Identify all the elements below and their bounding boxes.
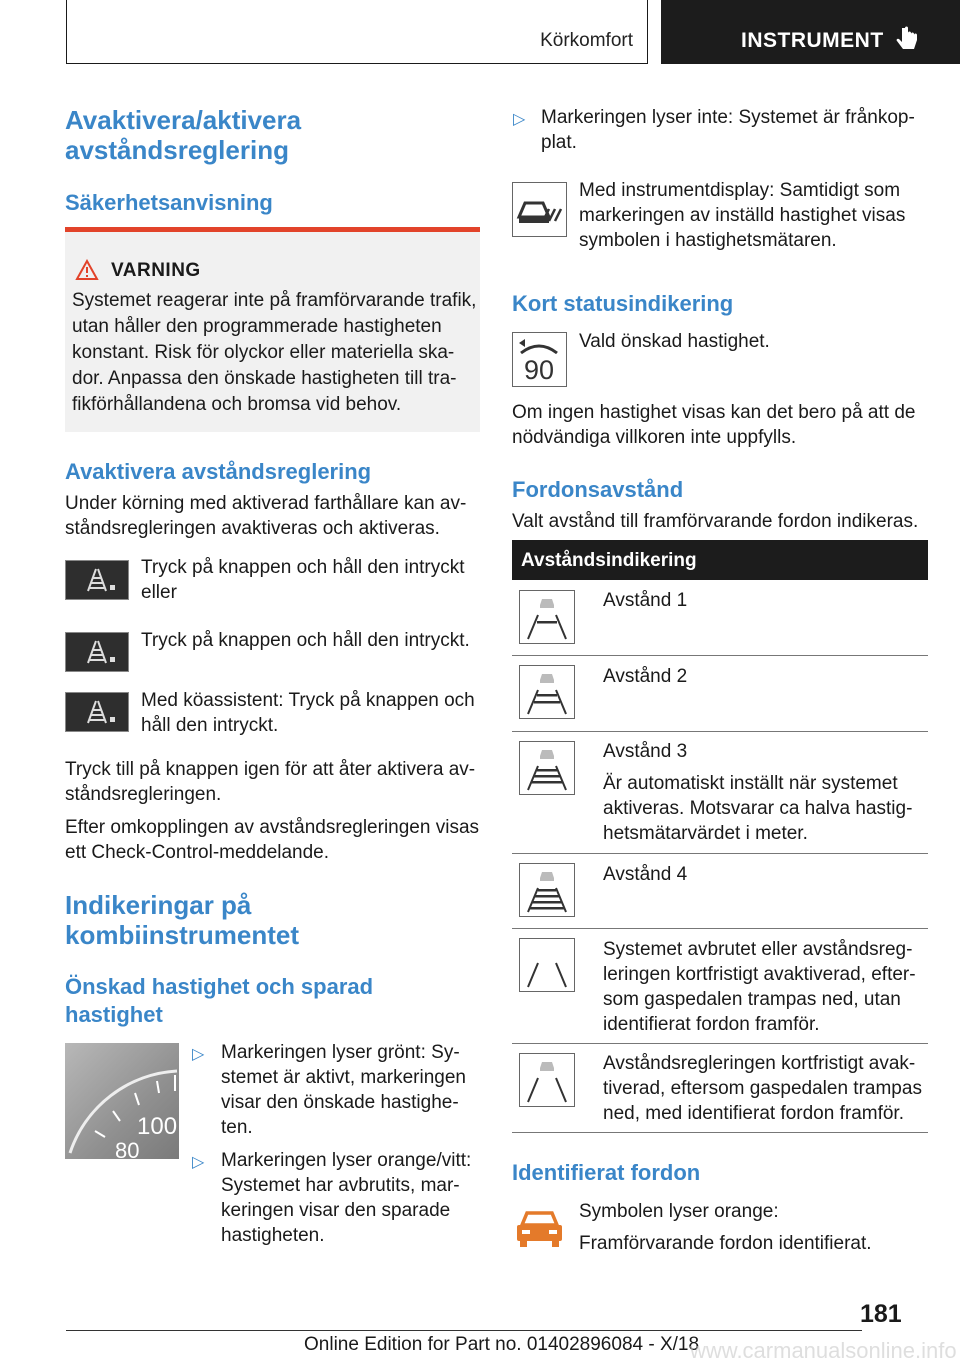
warning-box (65, 227, 480, 432)
speed-heading: Önskad hastighet och sparad hastighet (65, 974, 374, 1027)
indications-heading: Indikeringar på kombiinstrumentet (65, 890, 300, 950)
distance-4-icon (519, 863, 575, 917)
distance-button-icon (65, 632, 129, 672)
distance-2-icon (519, 665, 575, 719)
distance-off-icon (519, 938, 575, 992)
footer-divider (66, 1330, 862, 1331)
distance-button-icon (65, 692, 129, 732)
speedometer-image (65, 1043, 179, 1163)
safety-heading: Säkerhetsanvisning (65, 190, 273, 215)
step-2-text: Tryck på knappen och håll den intryckt. (141, 630, 470, 651)
speed-90-icon (512, 332, 567, 387)
table-row-divider (512, 1132, 928, 1133)
vehicle-text: Symbolen lyser orange: Framförvarande fordon identifierat. (579, 1201, 872, 1254)
header-section-box (66, 0, 648, 64)
table-row-divider (512, 655, 928, 656)
section-title (65, 105, 301, 165)
warning-triangle-icon (75, 259, 99, 281)
warning-label: VARNING (111, 260, 201, 281)
header-chapter-box (661, 0, 960, 64)
vehicle-detected-icon (512, 1203, 567, 1253)
gauge-label-80: 80 (115, 1138, 140, 1163)
distance-1-icon (519, 590, 575, 644)
bullet-2-text: Markeringen lyser orange/vitt: Systemet har avbrutits, mar- keringen visar den sparade hastigheten. (221, 1150, 472, 1246)
status-heading: Kort statusindikering (512, 291, 734, 316)
table-row-3-text: Avstånd 3 Är automatiskt inställt när systemet aktiveras. Motsvarar ca halva hastig- hetsmätarvärdet i meter. (603, 741, 913, 844)
section-title-line1: Avaktivera/aktivera (65, 105, 302, 135)
footer-edition: Online Edition for Part no. 01402896084 - X/18 (304, 1334, 700, 1355)
distance-3-icon (519, 741, 575, 795)
deactivate-heading: Avaktivera avståndsreglering (65, 459, 372, 484)
table-row-6-text: Avståndsregleringen kortfristigt avak- tiverad, eftersom gaspedalen trampas ned, med identifierat fordon framför. (603, 1053, 922, 1124)
section-title-line2: avståndsreglering (65, 135, 289, 165)
distance-table-header-label: Avståndsindikering (521, 550, 697, 571)
distance-heading: Fordonsavstånd (512, 477, 684, 502)
header-section-title: Körkomfort (540, 30, 633, 51)
bullet-1-text: Markeringen lyser grönt: Sy- stemet är aktivt, markeringen visar den önskade hastighe- ten. (221, 1042, 466, 1138)
header-chapter-title: INSTRUMENT (741, 29, 884, 52)
step-3-text: Med köassistent: Tryck på knappen och håll den intryckt. (141, 690, 475, 736)
no-speed-text: Om ingen hastighet visas kan det bero på att de nödvändiga villkoren inte uppfylls. (512, 402, 916, 448)
bullet-marker: ▷ (513, 111, 526, 128)
table-row-divider (512, 853, 928, 854)
warning-text: Systemet reagerar inte på framförvarande trafik, utan håller den programmerade hastigheten konstant. Risk för olyckor eller materiella ska- dor. Anpassa den önskade hastigheten till tra- fikförhållandena och bromsa vid behov. (72, 290, 477, 415)
step-1-text: Tryck på knappen och håll den intryckt eller (141, 557, 465, 603)
distance-display-icon (512, 182, 567, 237)
table-row-divider (512, 731, 928, 732)
reactivate-text: Tryck till på knappen igen för att åter aktivera av- ståndsregleringen. (65, 759, 476, 805)
bullet-marker: ▷ (192, 1046, 205, 1063)
distance-button-icon (65, 560, 129, 600)
status-text: Vald önskad hastighet. (579, 331, 770, 352)
table-row-1-text: Avstånd 1 (603, 590, 688, 611)
distance-paused-icon (519, 1053, 575, 1107)
page-number: 181 (860, 1300, 902, 1328)
hand-pointer-icon (896, 26, 920, 54)
table-row-2-text: Avstånd 2 (603, 666, 688, 687)
bullet-3-text: Markeringen lyser inte: Systemet är frånkop- plat. (541, 107, 915, 153)
gauge-label-100: 100 (137, 1113, 178, 1140)
display-text: Med instrumentdisplay: Samtidigt som markeringen av inställd hastighet visas symbolen i hastighetsmätaren. (579, 180, 906, 251)
distance-intro: Valt avstånd till framförvarande fordon indikeras. (512, 511, 919, 532)
table-row-divider (512, 928, 928, 929)
speed-90-value: 90 (524, 355, 555, 385)
table-row-divider (512, 1043, 928, 1044)
bullet-marker: ▷ (192, 1154, 205, 1171)
footer-watermark: www.carmanualsonline.info (690, 1338, 957, 1362)
deactivate-intro: Under körning med aktiverad farthållare kan av- ståndsregleringen avaktiveras och aktiveras. (65, 493, 467, 539)
vehicle-heading: Identifierat fordon (512, 1160, 701, 1185)
distance-table-header (512, 540, 928, 580)
table-row-5-text: Systemet avbrutet eller avståndsreg- leringen kortfristigt avaktiverad, efter- som gaspedalen trampas ned, utan identifierat fordon framför. (603, 939, 916, 1035)
table-row-4-text: Avstånd 4 (603, 864, 688, 885)
after-switch-text: Efter omkopplingen av avståndsregleringen visas ett Check-Control-meddelande. (65, 817, 480, 863)
